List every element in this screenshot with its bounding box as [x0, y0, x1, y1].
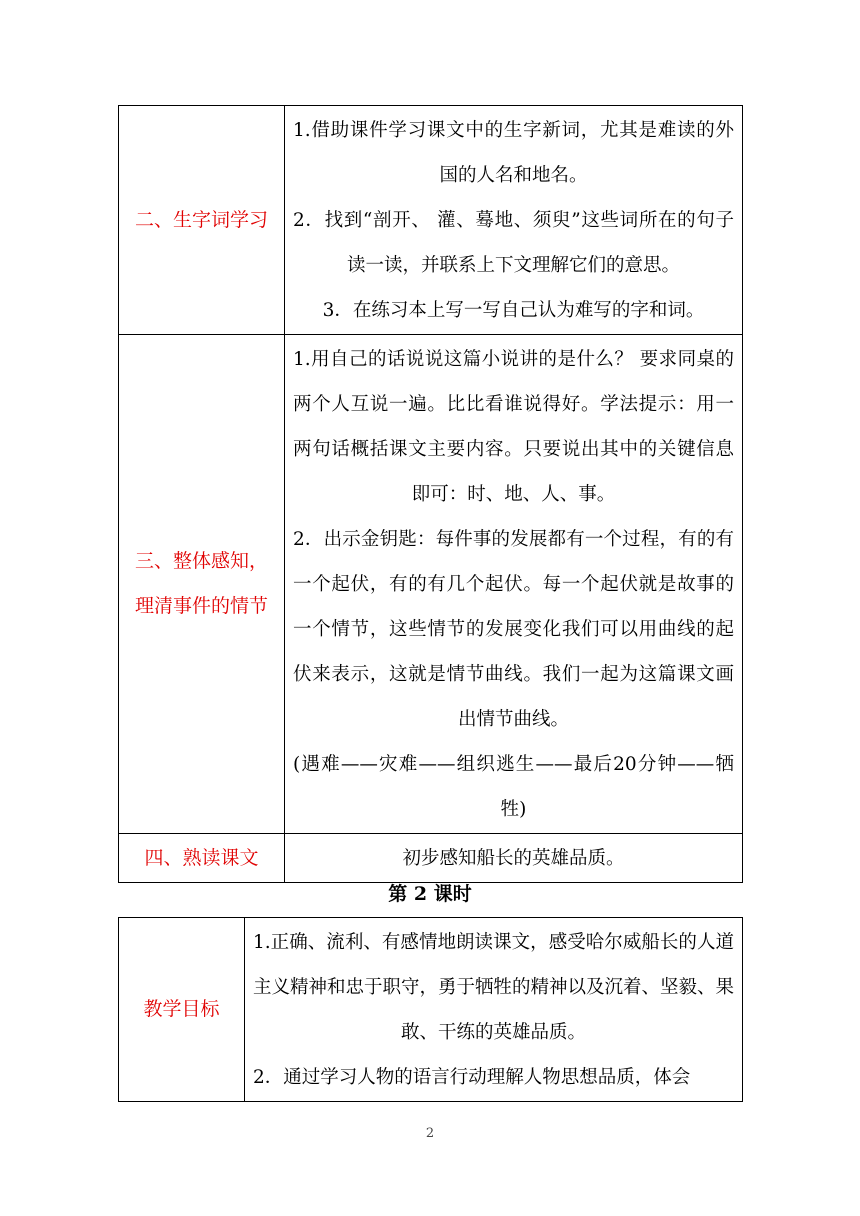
content-paragraph: 1.用自己的话说说这篇小说讲的是什么？ 要求同桌的两个人互说一遍。比比看谁说得好。学法提示：用一两句话概括课文主要内容。只要说出其中的关键信息即可：时、地、人、事。	[293, 349, 734, 505]
step-label-line: 理清事件的情节	[134, 595, 268, 617]
step-label: 四、熟读课文	[119, 834, 285, 883]
content-paragraph: 3．在练习本上写一写自己认为难写的字和词。	[322, 300, 705, 321]
content-paragraph: 2．找到“剖开、 灌、蓦地、须臾”这些词所在的句子读一读，并联系上下文理解它们的意思。	[293, 210, 734, 276]
content-paragraph: 2．通过学习人物的语言行动理解人物思想品质，体会	[253, 1067, 691, 1088]
step-content	[285, 335, 743, 834]
table-row	[119, 918, 743, 1102]
table-row	[119, 834, 743, 883]
page-number: 2	[425, 1126, 435, 1141]
goal-label: 教学目标	[119, 918, 245, 1102]
table-row	[119, 106, 743, 335]
step-label: 二、生字词学习	[119, 106, 285, 335]
content-paragraph: 1.正确、流利、有感情地朗读课文，感受哈尔威船长的人道主义精神和忠于职守，勇于牺牲的精神以及沉着、坚毅、果敢、干练的英雄品质。	[253, 932, 735, 1043]
step-label	[119, 335, 285, 834]
step-label-line: 三、整体感知，	[134, 550, 268, 572]
table-row	[119, 335, 743, 834]
step-content: 初步感知船长的英雄品质。	[285, 834, 743, 883]
content-paragraph: (遇难——灾难——组织逃生——最后20分钟——牺牲)	[293, 754, 734, 820]
lesson-steps-table	[118, 105, 743, 883]
lesson-heading: 第 2 课时	[388, 883, 472, 905]
content-paragraph: 2．出示金钥匙：每件事的发展都有一个过程，有的有一个起伏，有的有几个起伏。每一个起伏就是故事的一个情节，这些情节的发展变化我们可以用曲线的起伏来表示，这就是情节曲线。我们一起为这篇课文画出情节曲线。	[293, 529, 734, 730]
content-paragraph: 1.借助课件学习课文中的生字新词，尤其是难读的外国的人名和地名。	[293, 120, 734, 186]
teaching-goals-table	[118, 917, 743, 1102]
goal-content	[245, 918, 743, 1102]
step-content	[285, 106, 743, 335]
